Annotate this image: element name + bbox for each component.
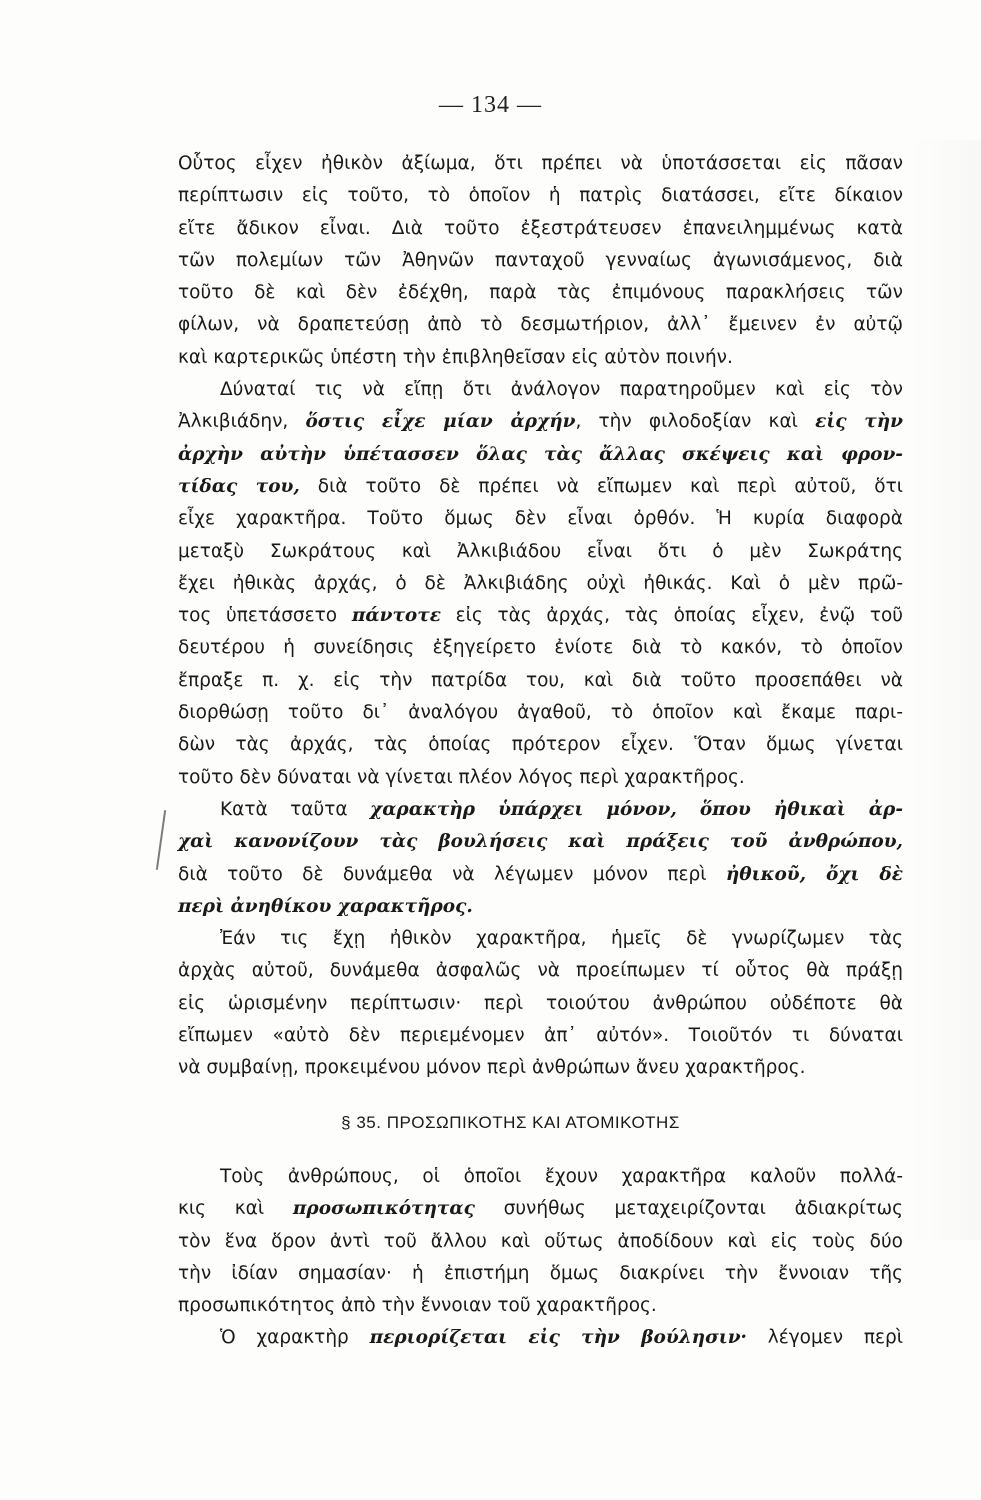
text-line (178, 955, 903, 987)
text-line (178, 794, 903, 826)
text-line (178, 665, 903, 697)
plain-text: δευτέρου ἡ συνείδησις ἐξηγείρετο ἐνίοτε διὰ τὸ κακόν, τὸ ὁποῖον (178, 637, 903, 659)
text-line (178, 1258, 903, 1290)
text-line (178, 245, 903, 277)
plain-text: τῶν πολεμίων τῶν Ἀθηνῶν πανταχοῦ γενναίως ἀγωνισάμενος, διὰ (178, 249, 903, 271)
emphasis-text: ἠθικοῦ, ὄχι δὲ (725, 863, 903, 885)
text-line (178, 568, 903, 600)
text-line (178, 374, 903, 406)
text-line (178, 891, 903, 923)
plain-text: καὶ καρτερικῶς ὑπέστη τὴν ἐπιβληθεῖσαν εἰς αὐτὸν ποινήν. (178, 346, 733, 368)
text-line (178, 1193, 903, 1225)
plain-text: Τοὺς ἀνθρώπους, οἱ ὁποῖοι ἔχουν χαρακτῆρα καλοῦν πολλά- (220, 1165, 903, 1187)
margin-pencil-mark (156, 810, 166, 870)
plain-text: λέγομεν περὶ (746, 1327, 903, 1349)
text-line (178, 309, 903, 341)
emphasis-text: προσωπικότητας (292, 1198, 475, 1220)
text-line (178, 859, 903, 891)
plain-text: δὼν τὰς ἀρχάς, τὰς ὁποίας πρότερον εἶχεν. Ὅταν ὅμως γίνεται (178, 734, 903, 756)
plain-text: ἀρχὰς αὐτοῦ, δυνάμεθα ἀσφαλῶς νὰ προείπωμεν τί οὗτος θὰ πράξῃ (178, 960, 903, 982)
text-line (178, 277, 903, 309)
text-line (178, 1161, 903, 1193)
paragraph (178, 794, 903, 923)
emphasis-text: εἰς τὴν (815, 411, 904, 433)
text-line (178, 213, 903, 245)
plain-text: Οὗτος εἶχεν ἠθικὸν ἀξίωμα, ὅτι πρέπει νὰ ὑποτάσσεται εἰς πᾶσαν (178, 153, 903, 174)
plain-text: εἴπωμεν «αὐτὸ δὲν περιεμένομεν ἀπ᾽ αὐτόν». Τοιοῦτόν τι δύναται (178, 1025, 903, 1047)
plain-text: διὰ τοῦτο δὲ δυνάμεθα νὰ λέγωμεν μόνον περὶ (178, 863, 726, 885)
text-line (178, 988, 903, 1020)
text-line (178, 342, 903, 374)
text-line (178, 729, 903, 761)
section-heading: § 35. ΠΡΟΣΩΠΙΚΟΤΗΣ ΚΑΙ ΑΤΟΜΙΚΟΤΗΣ (341, 1112, 680, 1132)
plain-text: Κατὰ ταῦτα (220, 798, 371, 820)
plain-text: νὰ συμβαίνῃ, προκειμένου μόνον περὶ ἀνθρώπων ἄνευ χαρακτῆρος. (178, 1057, 806, 1079)
emphasis-text: περὶ ἀνηθίκου χαρακτῆρος. (178, 895, 473, 917)
text-line (178, 1020, 903, 1052)
emphasis-text: ἀρχὴν αὐτὴν ὑπέτασσεν ὅλας τὰς ἄλλας σκέψεις καὶ φρον- (178, 443, 903, 465)
page-number: — 134 — (439, 92, 542, 118)
paragraphs-after-heading (178, 1161, 903, 1355)
emphasis-text: χαὶ κανονίζουν τὰς βουλήσεις καὶ πράξεις τοῦ ἀνθρώπου, (178, 831, 903, 853)
paragraph (178, 374, 903, 794)
text-line (178, 406, 903, 438)
text-line (178, 503, 903, 535)
plain-text: τοῦτο δὲν δύναται νὰ γίνεται πλέον λόγος περὶ χαρακτῆρος. (178, 766, 745, 788)
text-line (178, 439, 903, 471)
text-line (178, 600, 903, 632)
plain-text: διορθώσῃ τοῦτο δι᾽ ἀναλόγου ἀγαθοῦ, τὸ ὁποῖον καὶ ἔκαμε παρι- (178, 702, 903, 724)
plain-text: τοῦτο δὲ καὶ δὲν ἐδέχθη, παρὰ τὰς ἐπιμόνους παρακλήσεις τῶν (178, 282, 903, 304)
plain-text: προσωπικότητος ἀπὸ τὴν ἔννοιαν τοῦ χαρακτῆρος. (178, 1295, 657, 1317)
text-line (178, 1322, 903, 1354)
text-line (178, 471, 903, 503)
plain-text: Ὁ χαρακτὴρ (220, 1327, 370, 1349)
emphasis-text: ὅστις εἶχε μίαν ἀρχήν (305, 411, 576, 433)
text-line (178, 826, 903, 858)
plain-text: μεταξὺ Σωκράτους καὶ Ἀλκιβιάδου εἶναι ὅτι ὁ μὲν Σωκράτης (178, 540, 903, 562)
text-line (178, 697, 903, 729)
plain-text: τὸν ἕνα ὅρον ἀντὶ τοῦ ἄλλου καὶ οὕτως ἀποδίδουν καὶ εἰς τοὺς δύο (178, 1230, 903, 1252)
text-line (178, 536, 903, 568)
plain-text: τὴν ἰδίαν σημασίαν· ἡ ἐπιστήμη ὅμως διακρίνει τὴν ἔννοιαν τῆς (178, 1262, 903, 1284)
plain-text: Δύναταί τις νὰ εἴπῃ ὅτι ἀνάλογον παρατηροῦμεν καὶ εἰς τὸν (220, 379, 903, 401)
plain-text: συνήθως μεταχειρίζονται ἀδιακρίτως (474, 1198, 904, 1220)
text-line (178, 632, 903, 664)
plain-text: εἴτε ἄδικον εἶναι. Διὰ τοῦτο ἐξεστράτευσεν ἐπανειλημμένως κατὰ (178, 217, 903, 239)
paragraph (178, 148, 903, 374)
text-line (178, 148, 903, 180)
text-line (178, 1226, 903, 1258)
plain-text: ἔχει ἠθικὰς ἀρχάς, ὁ δὲ Ἀλκιβιάδης οὐχὶ ἠθικάς. Καὶ ὁ μὲν πρῶ- (178, 572, 903, 594)
plain-text: εἰς ὡρισμένην περίπτωσιν· περὶ τοιούτου ἀνθρώπου οὐδέποτε θὰ (178, 992, 903, 1014)
text-line (178, 923, 903, 955)
plain-text: φίλων, νὰ δραπετεύσῃ ἀπὸ τὸ δεσμωτήριον, ἀλλ᾽ ἔμεινεν ἐν αὐτῷ (178, 314, 903, 336)
text-line (178, 762, 903, 794)
plain-text: Ἀλκιβιάδην, (178, 411, 306, 433)
plain-text: Ἐάν τις ἔχῃ ἠθικὸν χαρακτῆρα, ἡμεῖς δὲ γνωρίζωμεν τὰς (220, 928, 903, 950)
emphasis-text: περιορίζεται εἰς τὴν βούλησιν· (369, 1327, 747, 1349)
text-line (178, 1290, 903, 1322)
plain-text: κις καὶ (178, 1198, 293, 1220)
plain-text: , τὴν φιλοδοξίαν καὶ (575, 411, 816, 433)
paragraphs-before-heading (178, 148, 903, 1085)
paragraph (178, 1322, 903, 1354)
emphasis-text: πάντοτε (351, 605, 441, 627)
paragraph (178, 923, 903, 1084)
bleed-through-shadow (911, 140, 981, 1240)
plain-text: διὰ τοῦτο δὲ πρέπει νὰ εἴπωμεν καὶ περὶ αὐτοῦ, ὅτι (299, 475, 903, 497)
plain-text: περίπτωσιν εἰς τοῦτο, τὸ ὁποῖον ἡ πατρὶς διατάσσει, εἴτε δίκαιον (178, 185, 903, 207)
text-line (178, 180, 903, 212)
plain-text: ἔπραξε π. χ. εἰς τὴν πατρίδα του, καὶ διὰ τοῦτο προσεπάθει νὰ (178, 669, 903, 691)
body-text (178, 148, 903, 1355)
paragraph (178, 1161, 903, 1322)
emphasis-text: χαρακτὴρ ὑπάρχει μόνον, ὅπου ἠθικαὶ ἀρ- (370, 798, 903, 820)
emphasis-text: τίδας του, (178, 475, 300, 497)
text-line (178, 1052, 903, 1084)
plain-text: τος ὑπετάσσετο (178, 605, 352, 627)
plain-text: εἰς τὰς ἀρχάς, τὰς ὁποίας εἶχεν, ἐνῷ τοῦ (440, 605, 903, 627)
plain-text: εἶχε χαρακτῆρα. Τοῦτο ὅμως δὲν εἶναι ὀρθόν. Ἡ κυρία διαφορὰ (178, 508, 903, 530)
